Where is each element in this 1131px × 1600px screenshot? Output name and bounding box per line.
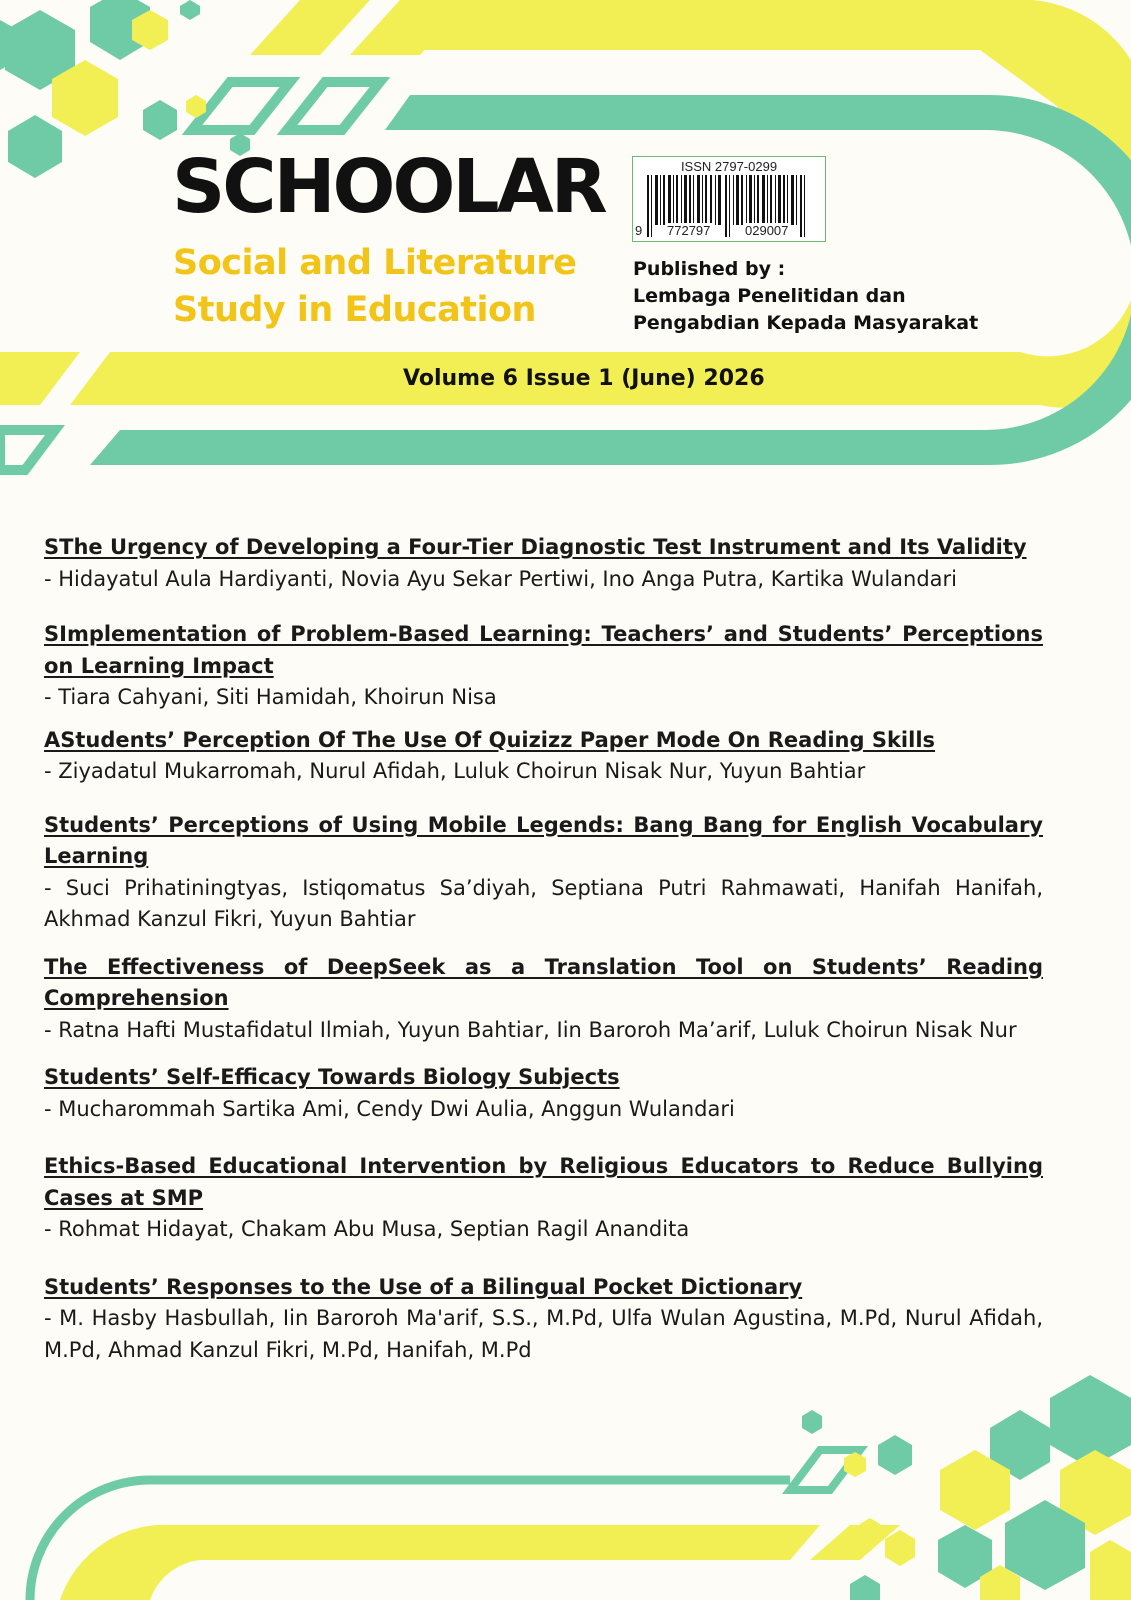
journal-subtitle-line2: Study in Education <box>173 290 536 330</box>
publisher-info <box>633 256 978 337</box>
journal-subtitle-line1: Social and Literature <box>173 243 577 283</box>
toc-entry <box>44 952 1043 1047</box>
article-authors: - Ratna Hafti Mustafidatul Ilmiah, Yuyun Bahtiar, Iin Baroroh Ma’arif, Luluk Choirun Nisak Nur <box>44 1017 1017 1042</box>
issn-label: ISSN 2797-0299 <box>680 159 778 174</box>
toc-entry <box>44 810 1043 936</box>
barcode-digits-mid: 772797 <box>667 223 711 238</box>
footer-decoration <box>0 1340 1131 1600</box>
issn-barcode <box>632 156 826 242</box>
article-title-link[interactable]: SImplementation of Problem-Based Learning: Teachers’ and Students’ Perceptions on Learning Impact <box>44 622 1043 678</box>
teal-parallelogram <box>192 82 290 130</box>
barcode-digits-right: 029007 <box>745 223 789 238</box>
toc-entry <box>44 1151 1043 1246</box>
hexagon <box>143 100 177 140</box>
yellow-stripe <box>250 0 370 55</box>
article-title-link[interactable]: The Effectiveness of DeepSeek as a Translation Tool on Students’ Reading Comprehension <box>44 954 1043 1010</box>
teal-parallelogram <box>287 82 380 130</box>
table-of-contents <box>44 532 1043 1366</box>
article-title-link[interactable]: Ethics-Based Educational Intervention by Religious Educators to Reduce Bullying Cases at SMP <box>44 1154 1043 1210</box>
journal-subtitle <box>173 240 576 334</box>
yellow-band-top <box>420 0 1131 160</box>
publisher-label: Published by : <box>633 258 786 280</box>
toc-entry <box>44 725 1043 788</box>
toc-entry <box>44 619 1043 714</box>
hexagon <box>850 1575 880 1600</box>
article-authors: - Mucharommah Sartika Ami, Cendy Dwi Aulia, Anggun Wulandari <box>44 1096 735 1121</box>
publisher-line2: Pengabdian Kepada Masyarakat <box>633 312 979 334</box>
hexagon <box>802 1410 822 1434</box>
article-title-link[interactable]: Students’ Self-Efficacy Towards Biology Subjects <box>44 1065 620 1089</box>
hexagon <box>878 1435 912 1475</box>
hexagon <box>180 0 200 20</box>
yellow-band-bottom <box>60 1525 820 1600</box>
journal-name: SCHOOLAR <box>172 144 605 230</box>
article-authors: - Hidayatul Aula Hardiyanti, Novia Ayu Sekar Pertiwi, Ino Anga Putra, Kartika Wulandari <box>44 566 958 591</box>
article-authors: - Tiara Cahyani, Siti Hamidah, Khoirun Nisa <box>44 685 497 709</box>
article-title-link[interactable]: SThe Urgency of Developing a Four-Tier Diagnostic Test Instrument and Its Validity <box>44 535 1027 559</box>
hexagon <box>1090 1540 1131 1600</box>
hexagon <box>8 115 62 178</box>
article-authors: - Ziyadatul Mukarromah, Nurul Afidah, Luluk Choirun Nisak Nur, Yuyun Bahtiar <box>44 759 866 783</box>
article-authors: - Suci Prihatiningtyas, Istiqomatus Sa’diyah, Septiana Putri Rahmawati, Hanifah Hanifah, Akhmad Kanzul Fikri, Yuyun Bahtiar <box>44 875 1043 931</box>
article-title-link[interactable]: Students’ Responses to the Use of a Bilingual Pocket Dictionary <box>44 1274 803 1299</box>
toc-entry <box>44 532 1043 595</box>
teal-parallelogram <box>0 430 55 470</box>
article-authors: - Rohmat Hidayat, Chakam Abu Musa, Septian Ragil Anandita <box>44 1217 690 1241</box>
issue-label: Volume 6 Issue 1 (June) 2026 <box>403 366 765 391</box>
hexagon <box>885 1530 915 1566</box>
article-title-link[interactable]: Students’ Perceptions of Using Mobile Legends: Bang Bang for English Vocabulary Learning <box>44 812 1043 868</box>
toc-entry <box>44 1062 1043 1125</box>
article-authors: - M. Hasby Hasbullah, Iin Baroroh Ma'arif, S.S., M.Pd, Ulfa Wulan Agustina, M.Pd, Nurul Afidah, M.Pd, Ahmad Kanzul Fikri, M.Pd, Hanifah, M.Pd <box>44 1306 1043 1362</box>
publisher-line1: Lembaga Penelitidan dan <box>633 285 906 307</box>
barcode-digit-left: 9 <box>635 223 643 238</box>
article-title-link[interactable]: AStudents’ Perception Of The Use Of Quizizz Paper Mode On Reading Skills <box>44 727 936 752</box>
